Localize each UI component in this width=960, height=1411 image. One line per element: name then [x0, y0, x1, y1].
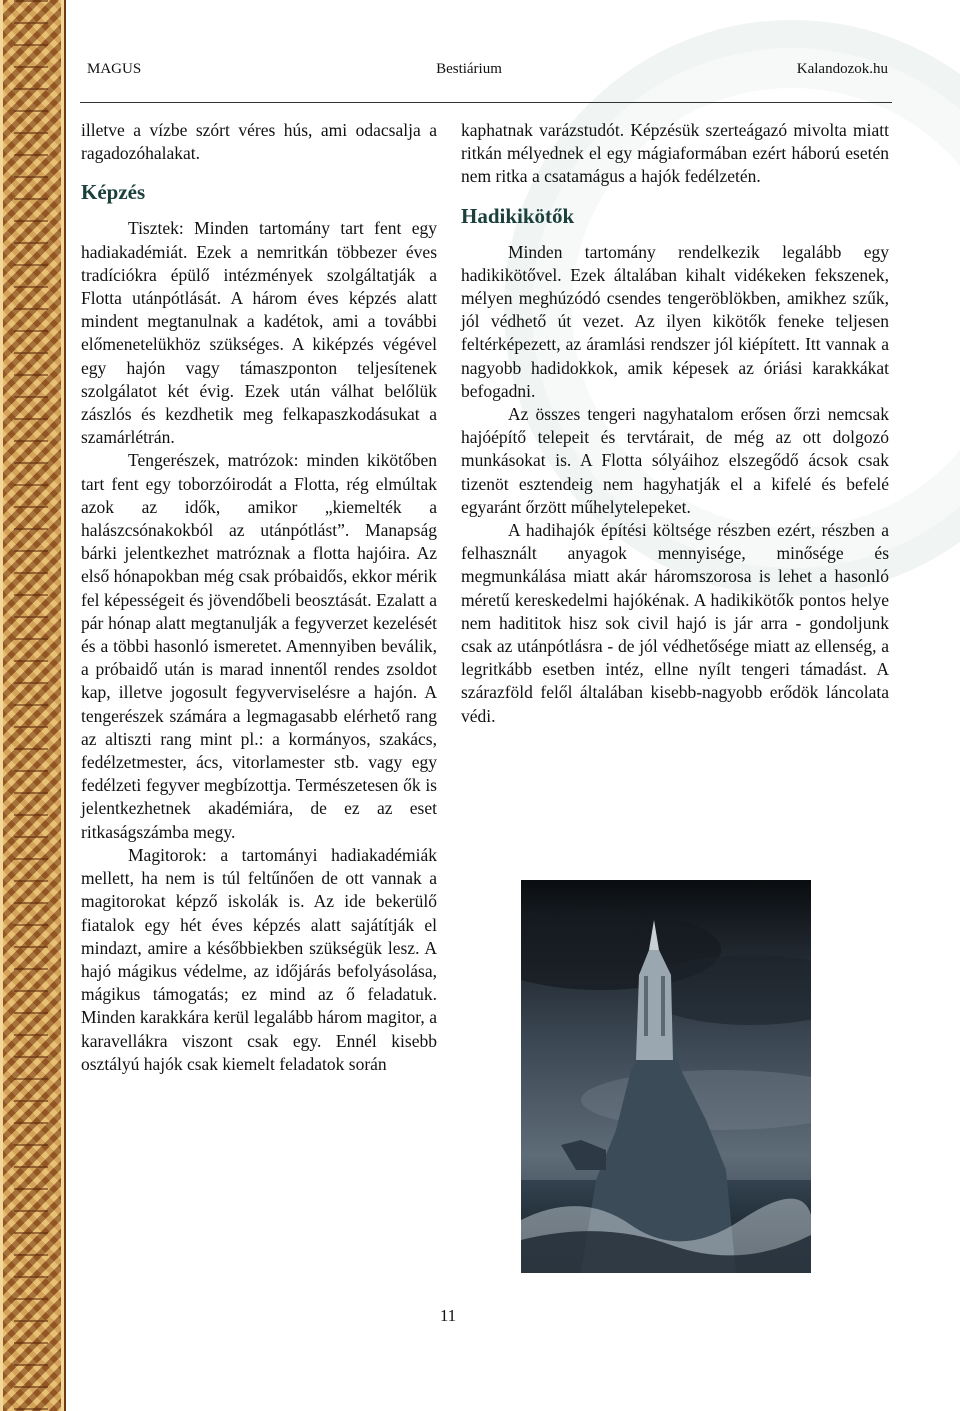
header-divider: [80, 102, 892, 103]
header-center: Bestiárium: [436, 60, 502, 77]
header-right: Kalandozok.hu: [796, 60, 888, 77]
header-left: MAGUS: [87, 60, 142, 77]
paragraph: Tengerészek, matrózok: minden kikötőben tart fent egy toborzóirodát a Flotta, rég elmúltak azok az idők, amikor „kiemelték a halászcsónakokból az utánpótlást”. Manapság bárki jelentkezhet matróznak a flotta hajóira. Az első hónapokban még csak próbaidős, ekkor mérik fel képességeit és jövendőbeli beosztását. Ezalatt a pár hónap alatt megtanulják a fegyverzet kezelését és a többi hasonló ismeretet. Amennyiben beválik, a próbaidő után is marad innentől rendes zsoldot kap, illetve jogosult fegyverviselésre a hajón. A tengerészek számára a legmagasabb elérhető rang az altiszti rang mint pl.: a kormányos, szakács, fedélzetmester, ács, vitorlamester stb. vagy egy fedélzeti fegyver megbízottja. Természetesen ők is jelentkezhetnek akadémiára, de ez az eset ritkaságszámba megy.: [81, 450, 437, 842]
right-column: [461, 119, 889, 728]
page-header: [87, 58, 888, 80]
decorative-border: [0, 0, 66, 1411]
paragraph: Az összes tengeri nagyhatalom erősen őrzi nemcsak hajóépítő telepeit és tervtárait, de még az ott dolgozó munkásokat is. A Flotta sólyáihoz elszegődő ácsok csak tizenöt esztendeig nem hagyhatják el a kifelé és befelé egyaránt őrzött műhelytelepeket.: [461, 404, 889, 517]
paragraph: illetve a vízbe szórt véres hús, ami odacsalja a ragadozóhalakat.: [81, 120, 437, 164]
section-heading-kepzes: Képzés: [81, 180, 146, 205]
paragraph: Magitorok: a tartományi hadiakadémiák mellett, ha nem is túl feltűnően de ott vannak a magitorokat képző iskolák is. Az ide bekerülő fiatalok egy hét éves képzés alatt sajátítják el mindazt, amire a későbbiekben szükségük lesz. A hajó mágikus védelme, az időjárás befolyásolása, mágikus támogatás; ez mind az ő feladatuk. Minden karakkára kerül legalább három magitor, a karavellákra viszont csak egy. Ennél kisebb osztályú hajók csak kiemelt feladatok során: [81, 844, 437, 1074]
paragraph: Minden tartomány rendelkezik legalább egy hadikikötővel. Ezek általában kihalt vidékeken fekszenek, mélyen meghúzódó csendes tengeröblökben, amikhez szűk, jól védhető út vezet. Az ilyen kikötők feneke teljesen feltérképezett, az áramlási rendszer jól kiépített. Itt vannak a nagyobb hadidokkok, amik képesek az óriási karakkákat befogadni.: [461, 241, 889, 401]
section-heading-hadikikotok: Hadikikötők: [461, 203, 575, 228]
paragraph: Tisztek: Minden tartomány tart fent egy hadiakadémiát. Ezek a nemritkán többezer éves tradíciókra épülő intézmények szolgáltatják a Flotta utánpótlását. A három éves képzés alatt mindent megtanulnak a kadétok, ami a további előmenetelükhöz szükséges. A kiképzés végével egy hajón vagy támaszponton teljesítenek szolgálatot két évig. Ezek után válhat belőlük zászlós és kezdhetik meg felkapaszkodásukat a szamárlétrán.: [81, 218, 437, 448]
paragraph: A hadihajók építési költsége részben ezért, részben a felhasznált anyagok mennyisége, minősége és megmunkálása miatt akár háromszorosa is lehet a hasonló méretű kereskedelmi hajókénak. A hadikikötők pontos helye nem hadititok hisz sok civil hajó is jár arra - gondoljunk csak az utánpótlásra - de jól védhetősége miatt az ellenség, a legritkább esetben intéz, ellne nyílt tengeri támadást. A szárazföld felől általában kisebb-nagyobb erődök láncolata védi.: [461, 520, 889, 726]
paragraph: kaphatnak varázstudót. Képzésük szerteágazó mivolta miatt ritkán mélyednek el egy mágiaformában ezért háború esetén nem ritka a csatamágus a hajók fedélzetén.: [461, 120, 889, 187]
sea-fortress-illustration: [521, 880, 811, 1273]
left-column: [81, 119, 437, 1076]
page-number: 11: [439, 1306, 457, 1325]
